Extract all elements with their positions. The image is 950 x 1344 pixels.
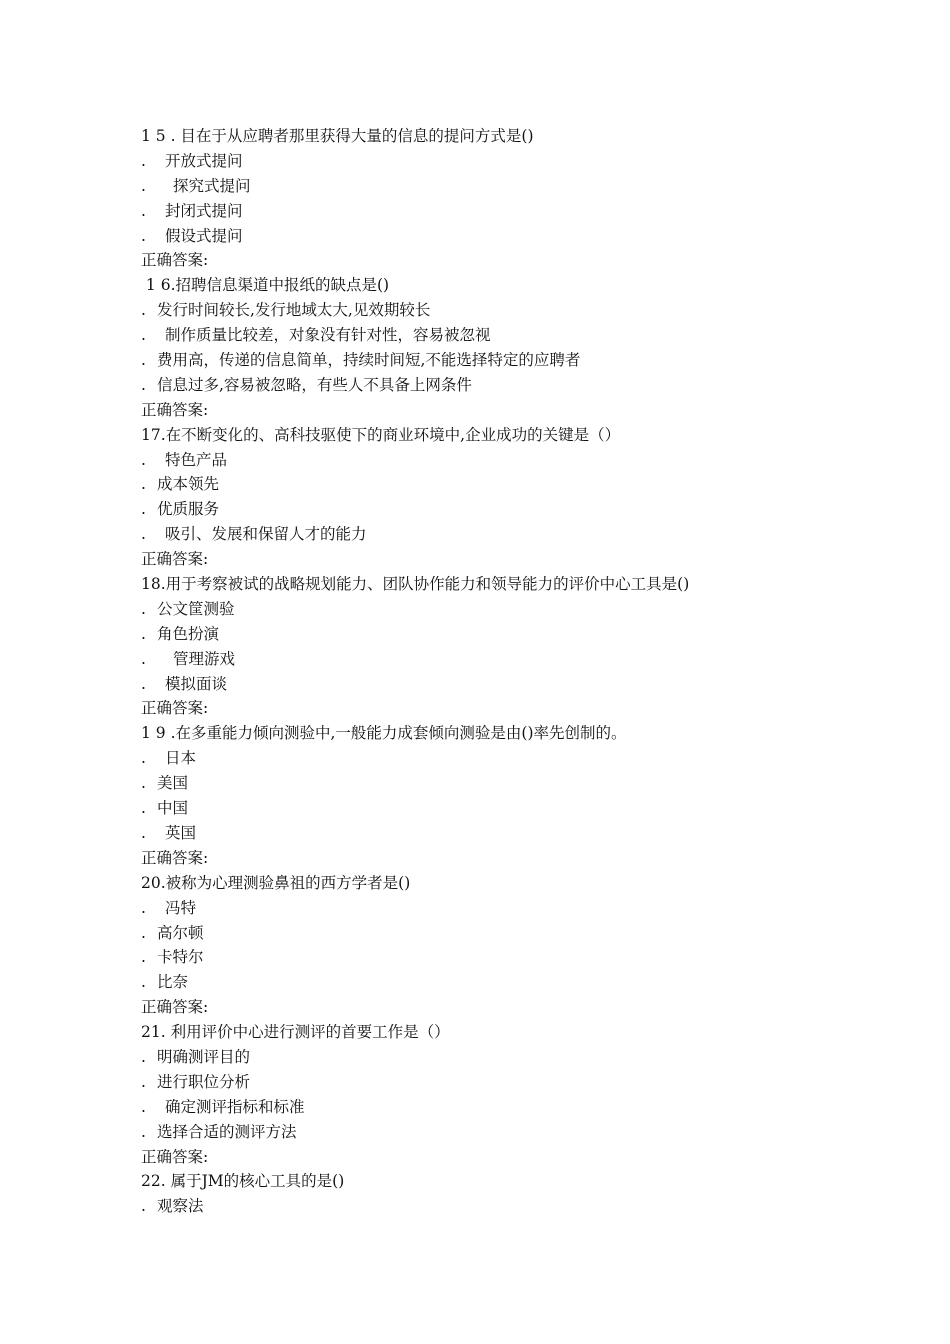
- option-marker: .: [141, 525, 146, 544]
- option-label: 卡特尔: [157, 948, 204, 967]
- answer-option: [141, 1045, 901, 1070]
- answer-option: [141, 622, 901, 647]
- option-label: 比奈: [157, 973, 189, 992]
- option-marker: .: [141, 151, 146, 170]
- option-marker: .: [141, 749, 146, 768]
- answer-option: [141, 472, 901, 497]
- answer-option: [141, 1194, 901, 1219]
- option-marker: .: [141, 624, 146, 643]
- option-label: 观察法: [157, 1197, 204, 1216]
- option-label: 费用高，传递的信息简单，持续时间短,不能选择特定的应聘者: [157, 351, 581, 370]
- option-label: 选择合适的测评方法: [157, 1122, 297, 1141]
- option-label: 成本领先: [157, 475, 220, 494]
- correct-answer-label: 正确答案:: [141, 699, 209, 718]
- option-label: 公文筐测验: [157, 599, 235, 618]
- option-marker: .: [141, 1197, 146, 1216]
- answer-option: [141, 746, 901, 771]
- answer-option: [141, 522, 901, 547]
- option-marker: .: [141, 948, 146, 967]
- option-marker: .: [141, 599, 146, 618]
- option-label: 优质服务: [157, 500, 220, 519]
- option-marker: .: [141, 1047, 146, 1066]
- option-marker: .: [141, 1072, 146, 1091]
- question-text: 17.在不断变化的、高科技驱使下的商业环境中,企业成功的关键是（）: [141, 425, 621, 444]
- option-label: 制作质量比较差，对象没有针对性，容易被忽视: [165, 326, 491, 345]
- option-marker: .: [141, 898, 146, 917]
- question-text: 1 5 . 目在于从应聘者那里获得大量的信息的提问方式是(): [141, 127, 534, 145]
- option-label: 进行职位分析: [157, 1072, 251, 1091]
- option-marker: .: [141, 450, 146, 469]
- answer-option: [141, 199, 901, 224]
- option-marker: .: [141, 923, 146, 942]
- answer-option: [141, 1070, 901, 1095]
- option-label: 吸引、发展和保留人才的能力: [165, 525, 367, 544]
- answer-option: [141, 970, 901, 995]
- option-marker: .: [141, 774, 146, 793]
- answer-option: [141, 224, 901, 249]
- correct-answer-label: 正确答案:: [141, 251, 209, 270]
- option-marker: .: [141, 649, 146, 668]
- answer-option: [141, 647, 901, 672]
- option-label: 模拟面谈: [165, 674, 228, 693]
- question-text: 1 9 .在多重能力倾向测验中,一般能力成套倾向测验是由()率先创制的。: [141, 724, 627, 743]
- option-label: 冯特: [165, 898, 197, 917]
- answer-option: [141, 821, 901, 846]
- correct-answer-label: 正确答案:: [141, 848, 209, 867]
- option-label: 明确测评目的: [157, 1047, 251, 1066]
- document-page: [141, 124, 901, 1219]
- correct-answer-label: 正确答案:: [141, 400, 209, 419]
- answer-option: [141, 945, 901, 970]
- answer-option: [141, 298, 901, 323]
- option-label: 特色产品: [165, 450, 228, 469]
- answer-option: [141, 497, 901, 522]
- answer-option: [141, 373, 901, 398]
- option-marker: .: [141, 799, 146, 818]
- answer-option: [141, 1095, 901, 1120]
- option-marker: .: [141, 973, 146, 992]
- option-marker: .: [141, 375, 146, 394]
- option-label: 英国: [165, 823, 197, 842]
- option-label: 中国: [157, 799, 189, 818]
- option-label: 发行时间较长,发行地域太大,见效期较长: [157, 301, 431, 320]
- answer-option: [141, 896, 901, 921]
- option-label: 管理游戏: [173, 649, 236, 668]
- correct-answer-label: 正确答案:: [141, 550, 209, 569]
- answer-option: [141, 796, 901, 821]
- option-marker: .: [141, 226, 146, 245]
- correct-answer-label: 正确答案:: [141, 998, 209, 1017]
- answer-option: [141, 672, 901, 697]
- answer-option: [141, 149, 901, 174]
- option-marker: .: [141, 500, 146, 519]
- option-marker: .: [141, 674, 146, 693]
- option-label: 开放式提问: [165, 151, 243, 170]
- answer-option: [141, 174, 901, 199]
- question-text: 20.被称为心理测验鼻祖的西方学者是(): [141, 873, 411, 892]
- option-marker: .: [141, 823, 146, 842]
- correct-answer-label: 正确答案:: [141, 1147, 209, 1166]
- option-marker: .: [141, 351, 146, 370]
- answer-option: [141, 771, 901, 796]
- option-marker: .: [141, 176, 146, 195]
- answer-option: [141, 323, 901, 348]
- question-text: 1 6.招聘信息渠道中报纸的缺点是(): [141, 276, 390, 295]
- question-text: 22. 属于JM的核心工具的是(): [141, 1172, 345, 1191]
- option-label: 封闭式提问: [165, 201, 243, 220]
- option-label: 探究式提问: [173, 176, 251, 195]
- answer-option: [141, 448, 901, 473]
- answer-option: [141, 1120, 901, 1145]
- option-label: 美国: [157, 774, 189, 793]
- option-label: 确定测评指标和标准: [165, 1097, 305, 1116]
- answer-option: [141, 348, 901, 373]
- option-marker: .: [141, 201, 146, 220]
- option-marker: .: [141, 301, 146, 320]
- option-marker: .: [141, 1097, 146, 1116]
- question-text: 18.用于考察被试的战略规划能力、团队协作能力和领导能力的评价中心工具是(): [141, 575, 690, 594]
- option-label: 日本: [165, 749, 197, 768]
- option-marker: .: [141, 475, 146, 494]
- option-label: 假设式提问: [165, 226, 243, 245]
- option-label: 角色扮演: [157, 624, 220, 643]
- option-marker: .: [141, 1122, 146, 1141]
- option-label: 信息过多,容易被忽略，有些人不具备上网条件: [157, 375, 472, 394]
- answer-option: [141, 597, 901, 622]
- question-text: 21. 利用评价中心进行测评的首要工作是（）: [141, 1023, 450, 1042]
- answer-option: [141, 921, 901, 946]
- option-marker: .: [141, 326, 146, 345]
- option-label: 高尔顿: [157, 923, 204, 942]
